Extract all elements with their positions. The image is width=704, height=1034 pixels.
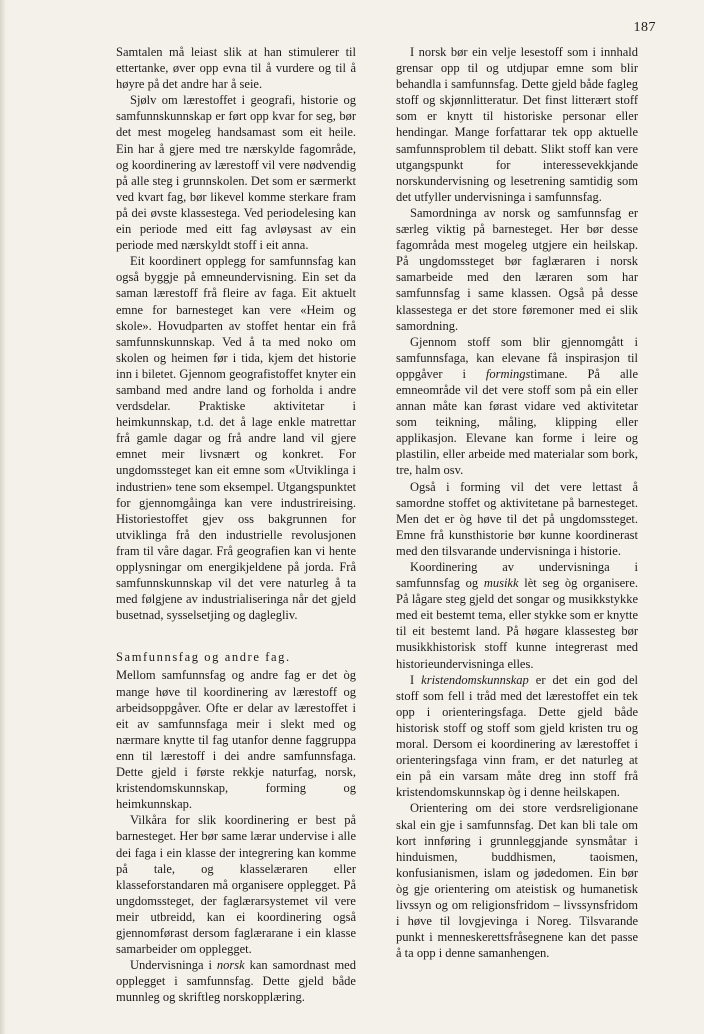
emphasis: musikk: [483, 576, 519, 591]
emphasis: kristendomskunnskap: [421, 672, 529, 687]
right-column: [396, 44, 638, 961]
section-heading: Samfunnsfag og andre fag.: [116, 650, 291, 665]
paragraph: [396, 334, 638, 479]
page-number: 187: [633, 20, 656, 35]
paragraph: [396, 672, 638, 801]
text-run: Gjennom stoff som blir gjennomgått i samfunnsfaga, kan elevane få inspirasjon til oppgåver i: [396, 334, 638, 381]
left-column: [116, 44, 356, 1005]
paragraph: Samordninga av norsk og samfunnsfag er særleg viktig på barnesteget. Her bør desse fagområda mest mogeleg utgjere ein heilskap. På ungdomssteget bør faglæraren i norsk samarbeide med den læraren som har samfunnsfag i same klassen. Også på desse klassestega er det store føremoner med ei slik samordning.: [396, 205, 638, 333]
text-run: lèt seg òg organisere. På lågare steg gjeld det songar og musikkstykke med eit bestemt tema, eller stykke som er knytte til eit bestemt land. På høgare klassesteg bør musikkhistorisk stoff kunne integrerast med historieundervisninga elles.: [396, 576, 638, 671]
text-run: timane. På alle emneområde vil det vere stoff som på ein eller annan måte kan førast vidare ved aktivitetar som teikning, måling, klipping eller applikasjon. Elevane kan forme i leire og plastilin, eller arbeide med materialar som bork, tre, halm osv.: [396, 366, 638, 478]
paragraph: [396, 559, 638, 672]
paragraph: Eit koordinert opplegg for samfunnsfag kan også byggje på emneundervisning. Ein set da saman lærestoff frå fleire av faga. Eit aktuelt emne for barnesteget kan vere «Heim og skole». Hovudparten av stoffet hentar ein frå samfunnskunnskap. Ved å ta med noko om skolen og heimen før i tida, kjem det historie inn i biletet. Gjennom geografistoffet knyter ein samband med andre land og forholda i andre verdsdelar. Praktiske aktivitetar i heimkunnskap, t.d. det å lage enkle matrettar frå gamle dagar og frå andre land vil gjere emnet meir livsnært og konkret. For ungdomssteget kan eit emne som «Utviklinga i industrien» tene som eksempel. Utgangspunktet for gjennomgåinga kan vere industrireising. Historiestoffet gjev oss bakgrunnen for utviklinga frå den industrielle revolusjonen fram til våre dagar. Frå geografien kan vi hente opplysningar om energikjeldene på jorda. Frå samfunnskunnskap vil det vere naturleg å ta med følgjene av industrialiseringa når det gjeld busetnad, sysselsetjing og daglegliv.: [116, 254, 356, 623]
emphasis: formings: [485, 366, 531, 381]
text-run: er det ein god del stoff som fell i tråd med det lærestoffet ein tek opp i orienteringsfaga. Dette gjeld både historisk stoff og stoff som gjeld kristen tru og moral. Dersom ei koordinering av lærestoffet i orienteringsfaga vinn fram, er det naturleg at ein på ein varsam måte dreg inn stoff frå kristendomskunnskap òg i denne heilskapen.: [396, 672, 638, 800]
paragraph: I norsk bør ein velje lesestoff som i innhald grensar opp til og utdjupar emne som blir behandla i samfunnsfag. Dette gjeld både fagleg stoff og skjønnlitteratur. Det finst litterært stoff som er knytt til historiske personar eller hendingar. Mange forfattarar tek opp aktuelle samfunnsproblem til debatt. Slikt stoff kan vere utgangspunkt for interessevekkjande norskundervisning og lesetrening samtidig som det utfyller undervisninga i samfunnsfag.: [396, 45, 638, 204]
paragraph: [116, 957, 356, 1005]
emphasis: norsk: [216, 958, 245, 973]
paragraph: Vilkåra for slik koordinering er best på barnesteget. Her bør same lærar undervise i alle dei faga i ein klasse der integrering kan komme på tale, og klasselæraren eller klasseforstandaren må organisere opplegget. På ungdomssteget, der faglærarsystemet vil vere meir utbreidd, kan ei koordinering også gjennomførast dersom faglærarane i ein klasse samarbeider om opplegget.: [116, 813, 356, 957]
text-run: Undervisninga i: [130, 958, 217, 973]
text-run: kan samordnast med opplegget i samfunnsfag. Dette gjeld både munnleg og skriftleg norskopplæring.: [116, 958, 356, 1005]
paragraph: Sjølv om lærestoffet i geografi, historie og samfunnskunnskap er ført opp kvar for seg, bør det mest mogeleg handsamast som eit heile. Ein har å gjere med tre nærskylde fagområde, og koordinering av lærestoff vil vere nødvendig på alle steg i grunnskolen. Det som er særmerkt ved kvart fag, bør likevel komme sterkare fram på dei øvste klassestega. Ved periodelesing kan ein periode med eitt fag avløysast av ein periode med nærskyldt stoff i eit anna.: [116, 93, 356, 253]
paragraph: Mellom samfunnsfag og andre fag er det òg mange høve til koordinering av lærestoff og arbeidsoppgåver. Ofte er delar av lærestoffet i eit av samfunnsfaga meir i slekt med og nærmare knytte til fag utanfor denne faggruppa enn til lærestoff i dei andre samfunnsfaga. Dette gjeld i første rekkje naturfag, norsk, kristendomskunnskap, forming og heimkunnskap.: [116, 668, 356, 812]
text-run: I: [410, 672, 422, 687]
page-edge: [0, 0, 6, 1034]
paragraph: Orientering om dei store verdsreligionane skal ein gje i samfunnsfag. Det kan bli tale om kort innføring i grunnleggjande synsmåtar i hinduismen, buddhismen, taoismen, konfusianismen, islam og jødedomen. Ein bør òg gje orientering om ateistisk og humanetisk livssyn og om religionsfridom – livssynsfridom i høve til lovgjevinga i Noreg. Tilsvarande punkt i menneskerettsfråsegnene kan det passe å ta opp i denne samanhengen.: [396, 801, 638, 961]
paragraph: Samtalen må leiast slik at han stimulerer til ettertanke, øver opp evna til å vurdere og til å høyre på det andre har å seie.: [116, 45, 356, 92]
paragraph: Også i forming vil det vere lettast å samordne stoffet og aktivitetane på barnesteget. Men det er òg høve til det på ungdomssteget. Emne frå kunsthistorie bør kunne koordinerast med den tilsvarande undervisninga i historie.: [396, 479, 638, 558]
text-run: Koordinering av undervisninga i samfunnsfag og: [396, 560, 638, 591]
